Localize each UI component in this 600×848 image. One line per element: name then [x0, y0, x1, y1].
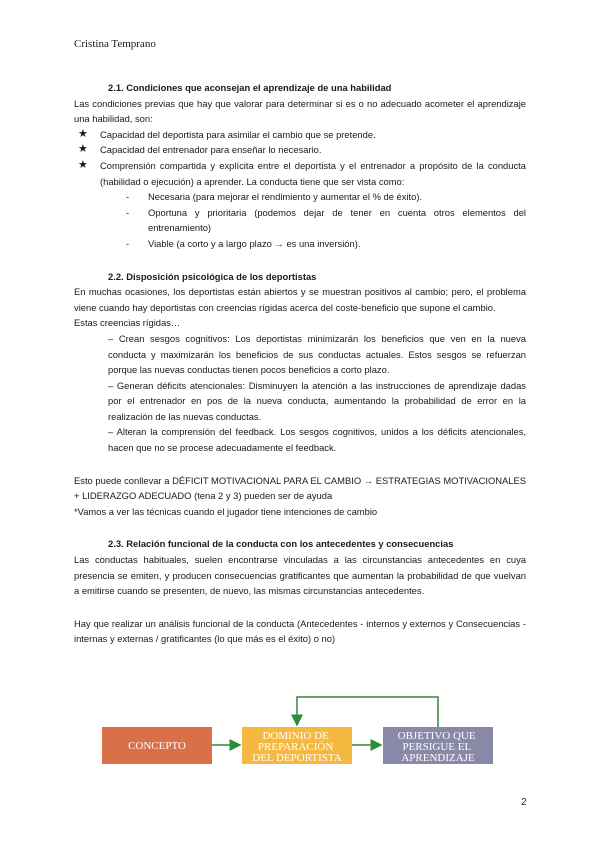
- rigid-belief-point: – Alteran la comprensión del feedback. Los sesgos cognitivos, unidos a los déficits atencionales, hacen que no se procese adecuadamente el feedback.: [108, 426, 526, 454]
- rigid-belief-point: – Generan déficits atencionales: Disminuyen la atención a las instrucciones de aprendizaje dadas por el entrenador en pos de la nueva conducta, aumentando la probabilidad de error en la realización de las nuevas conductas.: [108, 379, 526, 422]
- section-2-lead: Estas creencias rígidas…: [74, 317, 181, 329]
- objective-box-label: OBJETIVO QUE PERSIGUE EL APRENDIZAJE: [397, 730, 476, 764]
- list-item: - Necesaria (para mejorar el rendimiento y aumentar el % de éxito).: [74, 189, 526, 205]
- section-2-note: *Vamos a ver las técnicas cuando el jugador tiene intenciones de cambio: [74, 505, 378, 517]
- section-2-conclusion: Esto puede conllevar a DÉFICIT MOTIVACIONAL PARA EL CAMBIO → ESTRATEGIAS MOTIVACIONALES + LIDERAZGO ADECUADO (tena 2 y 3) pueden ser de ayuda: [74, 474, 526, 502]
- list-item: - Viable (a corto y a largo plazo → es una inversión).: [74, 236, 526, 252]
- section-heading-2-1: 2.1. Condiciones que aconsejan el aprendizaje de una habilidad: [108, 82, 392, 93]
- dash-icon: -: [126, 237, 130, 249]
- section-heading-2-3: 2.3. Relación funcional de la conducta con los antecedentes y consecuencias: [108, 538, 454, 550]
- list-item: ★ Capacidad del deportista para asimilar el cambio que se pretende.: [74, 127, 526, 143]
- list-item: ★ Capacidad del entrenador para enseñar lo necesario.: [74, 142, 526, 158]
- section-3-paragraph-1: Las conductas habituales, suelen encontrarse vinculadas a las circunstancias antecedentes en cuya presencia se emiten, y producen consecuencias gratificantes que aumentan la probabilidad de que vuelvan a emitirse cuando se presenten, de nuevo, las mismas circunstancias antecedentes.: [74, 554, 526, 597]
- concept-box-label: CONCEPTO: [128, 740, 186, 752]
- dash-icon: -: [126, 191, 130, 203]
- section-2-intro: En muchas ocasiones, los deportistas están abiertos y se muestran positivos al cambio; pero, el problema viene cuando hay deportistas con creencias rígidas acerca del coste-beneficio que supone el cambio.: [74, 286, 526, 313]
- section-heading-2-2: 2.2. Disposición psicológica de los deportistas: [108, 270, 317, 282]
- page-number: 2: [521, 797, 527, 808]
- list-item: ★ Comprensión compartida y explícita entre el deportista y el entrenador a propósito de la conducta (habilidad o ejecución) a aprender. La conducta tiene que ser vista como:: [78, 158, 526, 187]
- dash-icon: -: [126, 206, 130, 218]
- preparation-box-label: DOMINIO DE PREPARACIÓN DEL DEPORTISTA: [252, 730, 342, 764]
- arrow-loop-back: [297, 697, 438, 727]
- star-icon: ★: [78, 158, 88, 171]
- header-author: Cristina Temprano: [74, 38, 156, 50]
- rigid-belief-point: – Crean sesgos cognitivos: Los deportistas minimizarán los beneficios que ven en la nueva conducta y maximizarán los beneficios de sus conductas actuales. Estos sesgos se refuerzan porque las nuevas conductas tienen pocos beneficios a corto plazo.: [108, 332, 526, 376]
- star-icon: ★: [78, 127, 88, 140]
- section-1-intro: Las condiciones previas que hay que valorar para determinar si es o no adecuado acometer el aprendizaje una habilidad, son:: [74, 97, 526, 125]
- star-icon: ★: [78, 143, 88, 156]
- section-3-paragraph-2: Hay que realizar un análisis funcional de la conducta (Antecedentes - internos y externos y Consecuencias - internas y externas / gratificantes (lo que más es el éxito) o no): [74, 617, 526, 645]
- list-item: - Oportuna y prioritaria (podemos dejar de tener en cuenta otros elementos del entrenamiento): [126, 206, 526, 234]
